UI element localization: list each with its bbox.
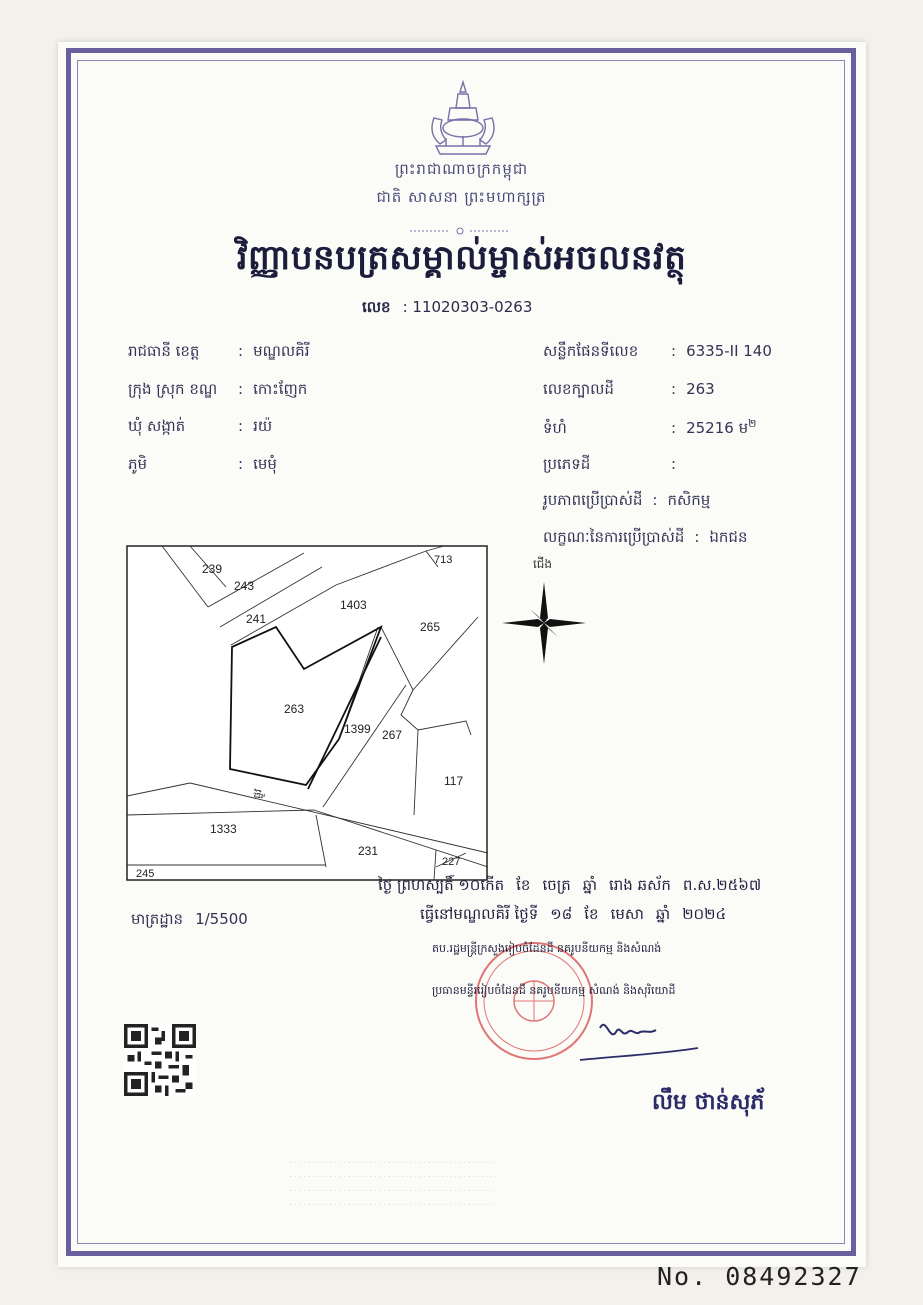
scale-label: មាត្រដ្ឋាន [131,910,184,928]
province-row [128,342,309,364]
area-unit: ម$^២$ [738,417,757,437]
land-type-sep: : [671,455,677,473]
map-sheet-value: 6335-II 140 [686,342,772,360]
number-sep: : [402,298,408,316]
map-scale [131,910,248,932]
use-character-row [543,528,747,550]
map-sheet-row [543,342,772,364]
map-sheet-sep: : [671,342,677,360]
map-parcel-label: 267 [382,728,403,742]
map-parcel-label: 1399 [344,722,371,736]
land-use-value: កសិកម្ម [667,491,711,509]
area-sep: : [671,419,677,437]
village-value: មេមុំ [253,455,277,473]
signature [560,1002,710,1064]
motto-line: ជាតិ សាសនា ព្រះមហាក្សត្រ [376,188,547,206]
land-type-row [543,455,686,477]
security-microtext: · · · · · · · · · · · · · · · · · · · · · · · · · · · · · · · · · · · · · · · · · · · · · · · [290,1173,497,1181]
security-microtext: · · · · · · · · · · · · · · · · · · · · · · · · · · · · · · · · · · · · · · · · · · · · · · · [290,1159,497,1167]
map-parcel-label: 265 [420,620,441,634]
map-parcel-label: 243 [234,579,255,593]
royal-emblem-icon [420,78,506,158]
use-character-value: ឯកជន [709,528,748,546]
ministry-line-2: ប្រធានមន្ទីររៀបចំដែនដី នគរូបនីយកម្ម សំណង់ និងសុរិយោដី [432,984,676,997]
land-use-sep: : [652,491,658,509]
land-use-label: រូបភាពប្រើប្រាស់ដី [543,491,643,509]
village-sep: : [238,455,244,473]
compass-rose-icon [500,580,588,666]
map-parcel-label: 117 [444,774,464,788]
land-type-label: ប្រភេទដី [543,455,591,473]
certificate-number: 11020303-0263 [412,298,533,316]
map-parcel-label: 1333 [210,822,237,836]
map-parcel-label: 245 [136,868,155,880]
commune-row [128,417,272,439]
district-row [128,380,307,402]
parcel-number-value: 263 [686,380,715,398]
use-character-label: លក្ខណៈនៃការប្រើប្រាស់ដី [543,528,685,546]
security-microtext: · · · · · · · · · · · · · · · · · · · · · · · · · · · · · · · · · · · · · · · · · · · · · · · [290,1187,497,1195]
ornament-divider [410,227,510,235]
qr-code-icon [124,1022,196,1098]
parcel-number-sep: : [671,380,677,398]
map-parcel-label: 1403 [340,598,367,612]
number-label: លេខ [362,298,391,316]
commune-sep: : [238,417,244,435]
use-character-sep: : [694,528,700,546]
certificate-number-row [362,298,532,320]
province-sep: : [238,342,244,360]
road-label: ផ្លូវ [252,788,265,800]
commune-label: ឃុំ សង្កាត់ [128,417,186,435]
map-parcel-label: 231 [358,844,379,858]
map-parcel-label: 227 [442,856,461,868]
issue-date-line: ធ្វើនៅមណ្ឌលគិរី ថ្ងៃទី ១៨ ខែ មេសា ឆ្នាំ ២០២៤ [420,905,727,923]
map-parcel-label: 241 [246,612,267,626]
district-sep: : [238,380,244,398]
map-parcel-label: 713 [434,554,453,566]
area-row [543,417,756,441]
province-label: រាជធានី ខេត្ត [128,342,200,360]
ministry-line-1: តប.រដ្ឋមន្ត្រីក្រសួងរៀបចំដែនដី នគរូបនីយកម្ម និងសំណង់ [432,942,662,955]
scale-value: 1/5500 [195,910,248,928]
signer-name: លឹម ថាន់សុភ័ [652,1090,765,1115]
map-frame [127,546,487,880]
land-use-row [543,491,710,513]
area-value: 25216 [686,419,734,437]
district-label: ក្រុង ស្រុក ខណ្ឌ [128,380,218,398]
kingdom-line: ព្រះរាជាណាចក្រកម្ពុជា [394,160,529,178]
certificate-title: វិញ្ញាបនបត្រសម្គាល់ម្ចាស់អចលនវត្ថុ [236,238,687,278]
district-value: កោះញែក [253,380,308,398]
parcel-number-row [543,380,715,402]
commune-value: រយ៉ [253,417,273,435]
security-microtext: · · · · · · · · · · · · · · · · · · · · · · · · · · · · · · · · · · · · · · · · · · · · · · · [290,1201,497,1209]
serial-number: No. 08492327 [657,1262,862,1291]
map-sheet-label: សន្លឹកផែនទីលេខ [543,342,639,360]
village-label: ភូមិ [128,455,148,473]
map-parcel-label: 263 [284,702,305,716]
village-row [128,455,277,477]
map-parcel-label: 239 [202,562,223,576]
province-value: មណ្ឌលគិរី [253,342,310,360]
cadastral-map [126,545,488,881]
lunar-date-line: ថ្ងៃ ព្រហស្បតិ៍ ១០កើត ខែ ចេត្រ ឆ្នាំ រោង ឆស័ក ព.ស.២៥៦៧ [378,876,762,894]
area-label: ទំហំ [543,419,567,437]
parcel-number-label: លេខក្បាលដី [543,380,614,398]
north-label: ជើង [533,557,553,571]
